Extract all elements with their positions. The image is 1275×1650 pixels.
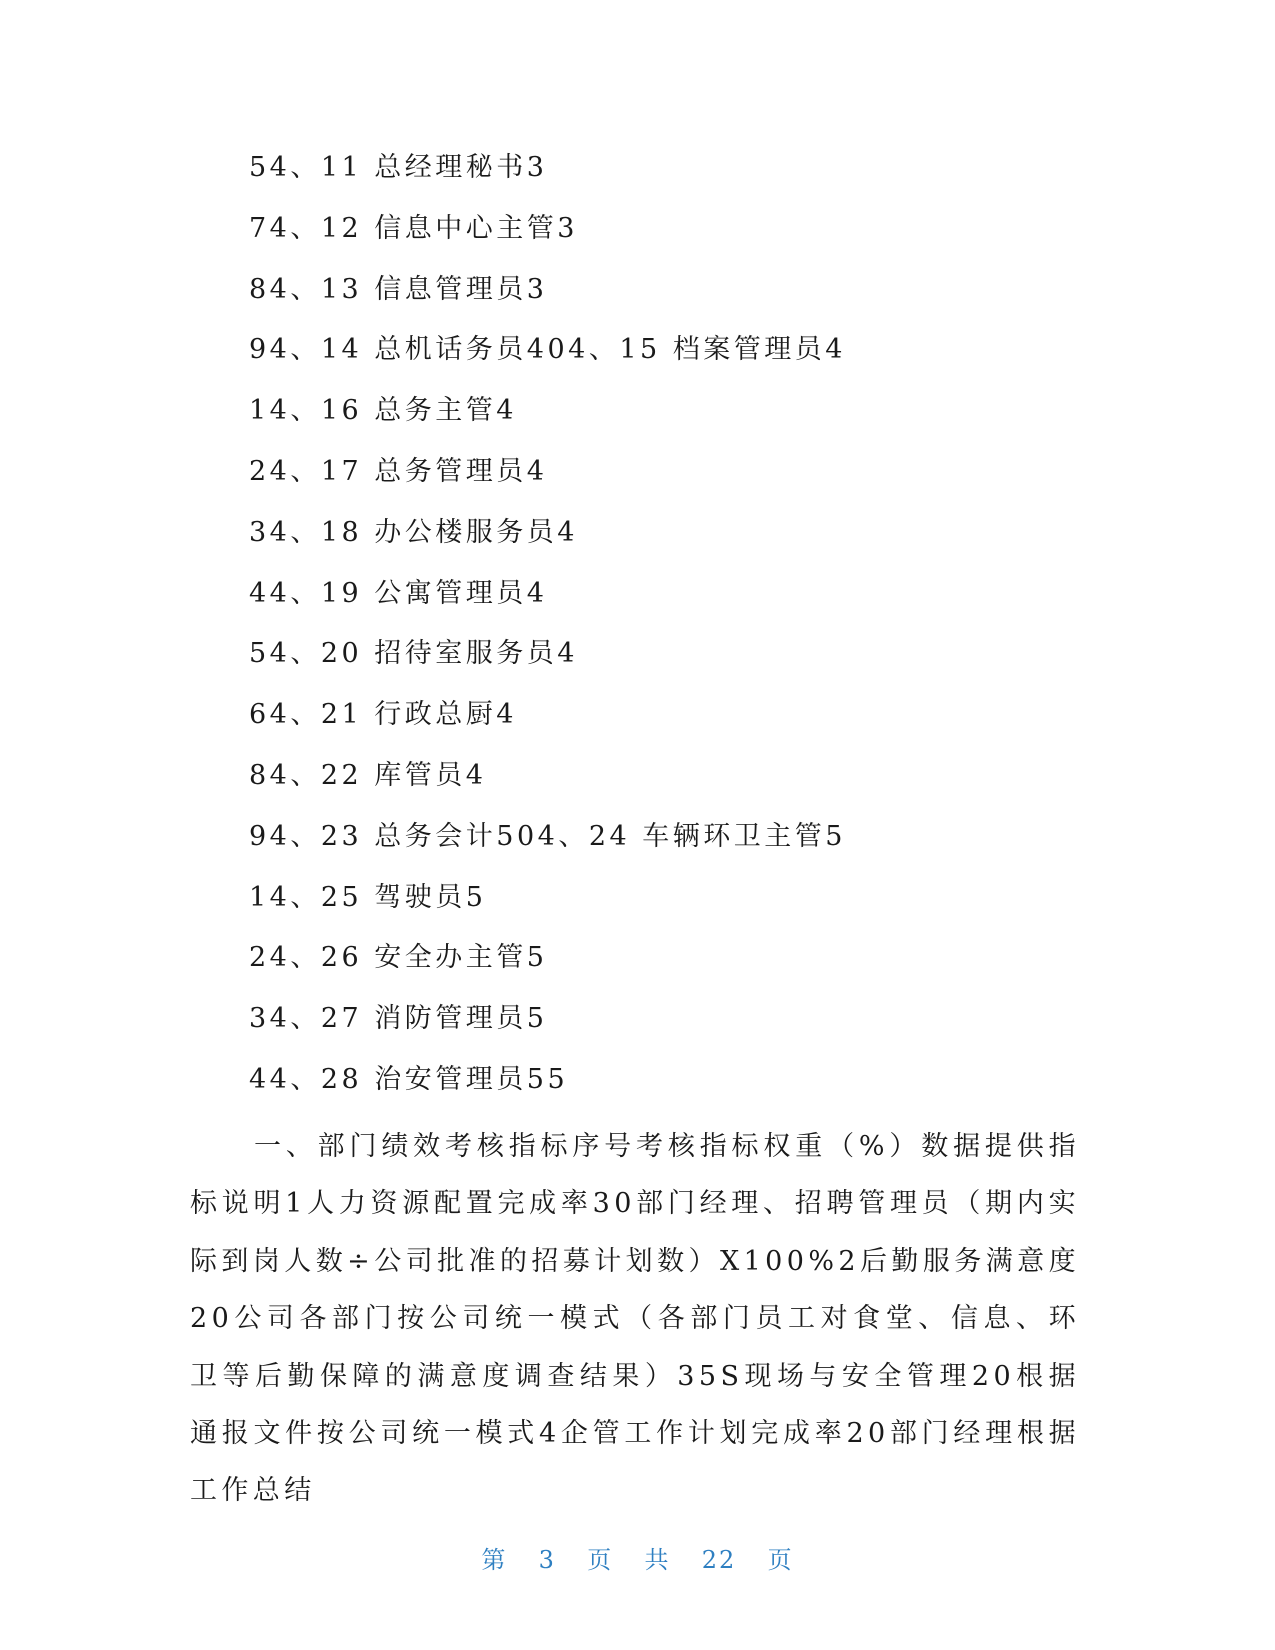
list-item: 84、22 库管员4 [249, 759, 487, 791]
list-item: 74、12 信息中心主管3 [249, 212, 578, 244]
list-item: 94、23 总务会计504、24 车辆环卫主管5 [249, 820, 846, 852]
list-item: 24、26 安全办主管5 [249, 942, 548, 974]
list-item: 24、17 总务管理员4 [249, 455, 548, 487]
footer-total-unit: 页 [767, 1546, 794, 1574]
list-item: 54、20 招待室服务员4 [249, 638, 578, 670]
page-footer [0, 1540, 1275, 1575]
footer-page-unit: 页 [587, 1546, 614, 1574]
footer-total-prefix: 共 [644, 1546, 671, 1574]
list-item: 84、13 信息管理员3 [249, 273, 548, 305]
total-pages-number: 22 [701, 1546, 737, 1574]
list-item: 34、18 办公楼服务员4 [249, 516, 578, 548]
list-item: 44、19 公寓管理员4 [249, 577, 548, 609]
current-page-number: 3 [538, 1546, 556, 1574]
list-item: 94、14 总机话务员404、15 档案管理员4 [249, 334, 846, 366]
list-item: 64、21 行政总厨4 [249, 699, 517, 731]
list-item: 14、25 驾驶员5 [249, 881, 487, 913]
list-item: 54、11 总经理秘书3 [249, 152, 548, 183]
kpi-paragraph: 一、部门绩效考核指标序号考核指标权重（%）数据提供指标说明1人力资源配置完成率30部门经理、招聘管理员（期内实际到岗人数÷公司批准的招募计划数）X100%2后勤服务满意度20公司各部门按公司统一模式（各部门员工对食堂、信息、环卫等后勤保障的满意度调查结果）35S现场与安全管理20根据通报文件按公司统一模式4企管工作计划完成率20部门经理根据工作总结 [190, 1131, 1080, 1507]
position-list [249, 146, 846, 1119]
list-item: 34、27 消防管理员5 [249, 1003, 548, 1035]
list-item: 14、16 总务主管4 [249, 395, 517, 427]
list-item: 44、28 治安管理员55 [249, 1063, 569, 1095]
footer-prefix: 第 [481, 1546, 508, 1574]
